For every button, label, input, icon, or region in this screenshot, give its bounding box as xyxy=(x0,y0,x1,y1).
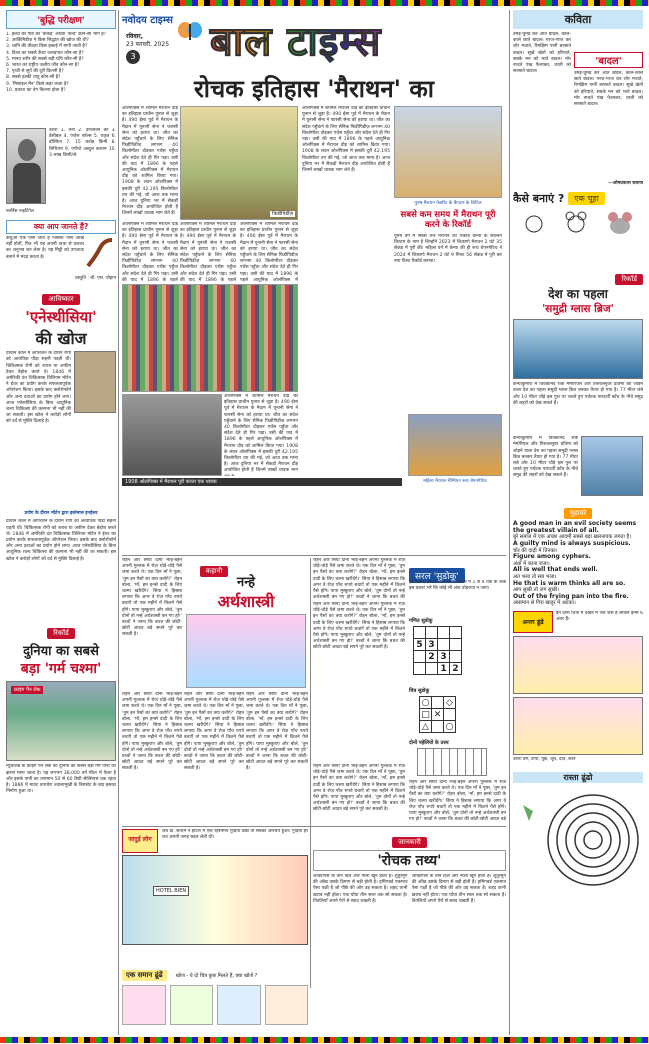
record-title2-left: बड़ा 'गर्म चश्मा' xyxy=(20,661,102,678)
number-sudoku[interactable] xyxy=(413,626,462,675)
poem-title: 'बादल' xyxy=(574,52,643,68)
mouse-step-icon xyxy=(522,210,546,234)
comic-label: जादुई लोग xyxy=(122,829,158,853)
maze-icon[interactable] xyxy=(513,785,643,895)
shape-cell[interactable]: □ xyxy=(421,709,430,720)
marathon-text-1b: ओलंपिक्स में शामिल मैराथन दौड़ का इतिहास प्राचीन यूनान से जुड़ा है। 490 ईसा पूर्व में मैराथन के मैदान में यूनानी सेना ने फारसी सेना को हराया था। जीत का संदेश पहुँचाने के लिए सैनिक फिडीपिडीज़ लगभग 40 किलोमीटर दौड़कर एथेंस पहुँचा और संदेश देते ही गिर पड़ा। उसी की याद में 1896 के पहले xyxy=(122,222,178,282)
facts-section xyxy=(313,829,506,1034)
invent-text: प्राचीन काल में ऑपरेशन के दौरान रोगी को अत्यधिक पीड़ा सहनी पड़ती थी। चिकित्सक रोगी को शराब या अफीम देकर बेहोश करते थे। 1846 में अमेरिकी दंत चिकित्सक विलियम मॉर्टन ने ईथर का प्रयोग करके सफलतापूर्वक ऑपरेशन किया। इसके बाद क्लोरोफॉर्म और अन्य दवाओं का प्रयोग होने लगा। आज एनेस्थीसिया के बिना आधुनिक शल्य चिकित्सा की कल्पना भी नहीं की जा सकती। इस खोज ने करोड़ों लोगों को दर्द से मुक्ति दिलाई है। xyxy=(6,351,71,425)
spot-same-subtitle: खोज - ये दो चित्र कुछ मिलते हैं, क्या खोजें ? xyxy=(175,973,258,979)
know-text: केंचुआ एक ऐसा जीव है जिसके पास आँखें नहीं होतीं, फिर भी यह अपनी त्वचा से प्रकाश का अनुभव कर लेता है। यह मिट्टी को उपजाऊ बनाने में मदद करता है। xyxy=(6,236,84,260)
maze-label: रास्ता ढूंढो xyxy=(513,772,643,783)
masthead-title: बाल टाइम्स xyxy=(210,12,381,67)
story-text-6: रोहन और सिया दोनों भाई-बहन अपनी गुल्लक में रोज़ थोड़े-थोड़े पैसे जमा करते थे। एक दिन माँ ने पूछा, 'तुम इन पैसों का क्या करोगे?' रोहन बोला, 'माँ, हम इनसे दादी के लिए चश्मा खरीदेंगे।' सिया ने हिसाब लगाया कि अगर वे रोज़ पाँच रुपये बचाएँ तो एक महीने में कितने पैसे होंगे। पापा मुस्कुराए और बोले, 'तुम दोनों तो नन्हे अर्थशास्त्री बन गए हो!' बच्चों ने जाना कि बचत की छोटी-छोटी आदत बड़े सपने पूरे कर सकती है। xyxy=(313,602,405,651)
female-runner-caption: महिला मैराथन चैम्पियन रूथ चेपनगेटिच xyxy=(423,479,487,484)
sudoku-cell[interactable] xyxy=(426,627,438,639)
pheidippides-photo xyxy=(180,106,298,220)
marathon-text-2: ओलंपिक्स में शामिल मैराथन दौड़ का इतिहास प्राचीन यूनान से जुड़ा है। 490 ईसा पूर्व में मैराथन के मैदान में यूनानी सेना ने फारसी सेना को हराया था। जीत का संदेश पहुँचाने के लिए सैनिक फिडीपिडीज़ लगभग 40 किलोमीटर दौड़कर एथेंस पहुँचा और संदेश देते ही गिर पड़ा। उसी की याद में 1896 के पहले xyxy=(180,222,236,282)
sudoku-cell[interactable] xyxy=(414,627,426,639)
invent-subtitle: की खोज xyxy=(35,329,87,349)
shape-cell[interactable] xyxy=(444,709,456,721)
mosquito-icon xyxy=(523,805,533,821)
mouse-drawing-steps xyxy=(513,210,643,260)
quiz-title: 'बुद्धि परीक्षण' xyxy=(6,10,116,29)
female-runner-photo xyxy=(408,414,502,476)
bridge-photo-2 xyxy=(581,436,643,496)
shape-cell[interactable]: △ xyxy=(420,721,432,733)
marathon-text-1: ओलंपिक्स में शामिल मैराथन दौड़ का इतिहास प्राचीन यूनान से जुड़ा है। 490 ईसा पूर्व में मैराथन के मैदान में यूनानी सेना ने फारसी सेना को हराया था। जीत का संदेश पहुँचाने के लिए सैनिक फिडीपिडीज़ लगभग 40 किलोमीटर दौड़कर एथेंस पहुँचा और संदेश देते ही गिर पड़ा। उसी की याद में 1896 के पहले आधुनिक ओलंपिक्स में मैराथन दौड़ को शामिल किया गया। 1908 के लंदन ओलंपिक्स में इसकी दूरी 42.195 किलोमीटर तय की गई, जो आज तक मान्य है। आज दुनिया भर में सैकड़ों मैराथन दौड़ आयोजित होती हैं जिनमें लाखों धावक भाग लेते हैं। xyxy=(122,106,178,217)
marathon-text-5: ओलंपिक्स में शामिल मैराथन दौड़ का इतिहास प्राचीन यूनान से जुड़ा है। 490 ईसा पूर्व में मैराथन के मैदान में यूनानी सेना ने फारसी सेना को हराया था। जीत का संदेश पहुँचाने के लिए सैनिक फिडीपिडीज़ लगभग 40 किलोमीटर दौड़कर एथेंस पहुँचा और संदेश देते ही गिर पड़ा। उसी की याद में 1896 के पहले आधुनिक ओलंपिक्स में मैराथन दौड़ को शामिल किया गया। 1908 के लंदन ओलंपिक्स में इसकी दूरी 42.195 किलोमीटर तय की गई, जो आज तक मान्य है। आज दुनिया भर में सैकड़ों मैराथन दौड़ आयोजित होती हैं जिनमें लाखों धावक भाग लेते हैं। xyxy=(302,106,390,174)
record-text-left: न्यूजीलैंड के फ्राइंग पैन लेक को दुनिया का सबसे बड़ा गर्म पानी का झरना माना जाता है। यह लगभग 38,000 वर्ग मीटर में फैला है और इसके पानी का तापमान 50 से 60 डिग्री सेल्सियस तक रहता है। 1886 में माउंट तारावेरा ज्वालामुखी के विस्फोट के बाद इसका निर्माण हुआ था। xyxy=(6,764,116,795)
marathon-text-3: ओलंपिक्स में शामिल मैराथन दौड़ का इतिहास प्राचीन यूनान से जुड़ा है। 490 ईसा पूर्व में मैराथन के मैदान में यूनानी सेना ने फारसी सेना को हराया था। जीत का संदेश पहुँचाने के लिए सैनिक फिडीपिडीज़ लगभग 40 किलोमीटर दौड़कर एथेंस पहुँचा और संदेश देते ही गिर पड़ा। उसी की याद में 1896 के पहले आधुनिक ओलंपिक्स में xyxy=(240,222,298,282)
quiz-answers: उत्तरः 1. तना 2. उत्प्लावन का 3. डेसीबल 4. एंजेल फॉल्स 5. यकृत 6. डॉल्फिन 7. 15 करोड़ किमी 8. लिथियम 9. एपीजे अब्दुल कलाम 10. 3 लाख किमी/से. xyxy=(49,128,116,158)
butterfly-icon xyxy=(177,20,203,44)
story-text-2: रोहन और सिया दोनों भाई-बहन अपनी गुल्लक में रोज़ थोड़े-थोड़े पैसे जमा करते थे। एक दिन माँ ने पूछा, 'तुम इन पैसों का क्या करोगे?' रोहन बोला, 'माँ, हम इनसे दादी के लिए चश्मा खरीदेंगे।' सिया ने हिसाब लगाया कि अगर वे रोज़ पाँच रुपये बचाएँ तो एक महीने में कितने पैसे होंगे। पापा मुस्कुराए और बोले, 'तुम दोनों तो नन्हे अर्थशास्त्री बन गए हो!' बच्चों ने जाना कि बचत की छोटी-छोटी आदत बड़े सपने पूरे कर सकती है। xyxy=(122,692,182,772)
shape-cell[interactable]: ○ xyxy=(444,721,456,733)
glass-bridge-photo xyxy=(513,319,643,379)
inhaler-photo xyxy=(74,351,116,413)
1908-caption: 1908 ओलंपिक्स में मैराथन पूरी करता एक धावक xyxy=(122,478,402,486)
story-text-8: रोहन और सिया दोनों भाई-बहन अपनी गुल्लक में रोज़ थोड़े-थोड़े पैसे जमा करते थे। एक दिन माँ ने पूछा, 'तुम इन पैसों का क्या करोगे?' रोहन बोला, 'माँ, हम इनसे दादी के लिए चश्मा खरीदेंगे।' सिया ने हिसाब लगाया कि अगर वे रोज़ पाँच रुपये बचाएँ तो एक महीने में कितने पैसे होंगे। पापा मुस्कुराए और बोले, 'तुम दोनों तो नन्हे अर्थशास्त्री बन गए हो!' बच्चों ने जाना कि बचत की छोटी-छोटी आदत बड़े xyxy=(409,780,506,822)
sudoku-cell[interactable] xyxy=(426,663,438,675)
shape-cell[interactable] xyxy=(432,697,444,709)
sudoku-instructions: हर पंक्ति, कॉलम और 2x2 बॉक्स में 1 से 4 तक के अंक इस प्रकार भरें कि कोई भी अंक दोहराया न जाए। xyxy=(409,580,506,592)
sudoku-cell[interactable]: 2 xyxy=(450,663,462,675)
sudoku-label: गणित सुडोकू xyxy=(409,618,433,624)
story-text-5: रोहन और सिया दोनों भाई-बहन अपनी गुल्लक में रोज़ थोड़े-थोड़े पैसे जमा करते थे। एक दिन माँ ने पूछा, 'तुम इन पैसों का क्या करोगे?' रोहन बोला, 'माँ, हम इनसे दादी के लिए चश्मा खरीदेंगे।' सिया ने हिसाब लगाया कि अगर वे रोज़ पाँच रुपये बचाएँ तो एक महीने में कितने पैसे होंगे। पापा मुस्कुराए और बोले, 'तुम दोनों तो नन्हे अर्थशास्त्री बन गए हो!' बच्चों ने जाना कि बचत की xyxy=(313,558,405,600)
shape-sudoku-label: चित्र सुडोकू xyxy=(409,688,430,694)
story-illustration xyxy=(186,614,306,688)
story-pill: कहानी xyxy=(200,566,229,577)
marathon-crowd-photo xyxy=(122,284,298,392)
lake-caption: फ्राइंग पैन लेक xyxy=(11,686,43,694)
shape-cell[interactable] xyxy=(432,721,444,733)
sudoku-cell[interactable] xyxy=(450,651,462,663)
sudoku-cell[interactable]: 1 xyxy=(438,663,450,675)
facts-text-1: ऑक्टोपस के तीन दिल और नीला खून होता है। शुतुरमुर्ग की आँख उसके दिमाग से बड़ी होती है। हमिंगबर्ड एकमात्र ऐसा पक्षी है जो पीछे की ओर उड़ सकता है। शहद कभी खराब नहीं होता। एक घोंघा तीन साल तक सो सकता है। तितलियाँ अपने पैरों से स्वाद चखती हैं। xyxy=(313,874,408,904)
spot-diff-text: इन दोनों चित्रों में देखने में एक जैसे हैं लेकिन इनमें 6 अंतर हैं। xyxy=(556,610,643,623)
male-runner-caption: पुरुष मैराथन फेवरिट के कैपटन के लिटिल xyxy=(414,201,482,206)
poem-text-2: उमड़-घुमड़ कर आते बादल, काले-काले छाते बादल। गरज-गरज कर शोर मचाते, रिमझिम पानी बरसाते बादल। सूखे खेतों को हरियाते, सबके मन को भाते बादल। मोर नाचते पंख फैलाकर, धरती को सरसाते बादल। xyxy=(574,71,643,108)
spot-same-section xyxy=(122,962,308,1032)
sudoku-cell[interactable] xyxy=(450,627,462,639)
poem-credit: —ओमप्रकाश बजाज xyxy=(608,181,643,186)
story-text-3: रोहन और सिया दोनों भाई-बहन अपनी गुल्लक में रोज़ थोड़े-थोड़े पैसे जमा करते थे। एक दिन माँ ने पूछा, 'तुम इन पैसों का क्या करोगे?' रोहन बोला, 'माँ, हम इनसे दादी के लिए चश्मा खरीदेंगे।' सिया ने हिसाब लगाया कि अगर वे रोज़ पाँच रुपये बचाएँ तो एक महीने में कितने पैसे होंगे। पापा मुस्कुराए और बोले, 'तुम दोनों तो नन्हे अर्थशास्त्री बन गए हो!' बच्चों ने जाना कि बचत की छोटी-छोटी आदत बड़े सपने पूरे कर सकती है। xyxy=(184,692,244,772)
bottom-color-strip xyxy=(0,1037,649,1043)
sudoku-cell[interactable] xyxy=(414,663,426,675)
nightingale-photo xyxy=(6,128,46,204)
bridge-title: देश का पहला xyxy=(548,287,608,302)
idioms-list: A good man in an evil society seems the greatest villain of all. बुरे समाज में एक अच्छा आदमी सबसे बड़ा खलनायक लगता है। A guilty mind is always suspicious. चोर की दाढ़ी में तिनका। Figure among cyphers. अंधों में काना राजा। All is well that ends well. अंत भला तो सब भला। He that is warm thinks all are so. आप सुखी तो जग सुखी। Out of the frying pan into the fire. आसमान से गिरा खजूर में अटका। xyxy=(513,520,637,607)
mouse-icon xyxy=(606,210,634,238)
facts-text-2: ऑक्टोपस के तीन दिल और नीला खून होता है। शुतुरमुर्ग की आँख उसके दिमाग से बड़ी होती है। हमिंगबर्ड एकमात्र ऐसा पक्षी है जो पीछे की ओर उड़ सकता है। शहद कभी खराब नहीं होता। एक घोंघा तीन साल तक सो सकता है। तितलियाँ अपने पैरों से स्वाद चखती हैं। xyxy=(411,874,506,904)
sudoku-cell[interactable]: 3 xyxy=(426,639,438,651)
page-number: 3 xyxy=(126,50,140,64)
story-text-1: रोहन और सिया दोनों भाई-बहन अपनी गुल्लक में रोज़ थोड़े-थोड़े पैसे जमा करते थे। एक दिन माँ ने पूछा, 'तुम इन पैसों का क्या करोगे?' रोहन बोला, 'माँ, हम इनसे दादी के लिए चश्मा खरीदेंगे।' सिया ने हिसाब लगाया कि अगर वे रोज़ पाँच रुपये बचाएँ तो एक महीने में कितने पैसे होंगे। पापा मुस्कुराए और बोले, 'तुम दोनों तो नन्हे अर्थशास्त्री बन गए हो!' बच्चों ने जाना कि बचत की छोटी-छोटी आदत बड़े सपने पूरे कर सकती है। xyxy=(122,558,182,638)
record-pill-left: रिकॉर्ड xyxy=(47,628,75,639)
invent-pill: आविष्कार xyxy=(42,294,79,305)
sudoku-cell[interactable] xyxy=(414,651,426,663)
centipede-icon xyxy=(84,236,116,272)
spot-diff-label: अन्तर ढूंढें xyxy=(513,611,553,633)
facts-pill: जानकारी xyxy=(392,837,427,848)
invent-caption: प्रयोग के दौरान मॉर्टन द्वारा इस्तेमाल इनहेलर xyxy=(24,511,98,517)
shape-cell[interactable]: ◇ xyxy=(444,697,456,709)
frying-pan-lake-photo xyxy=(6,681,116,761)
invent-text-more: प्राचीन काल में ऑपरेशन के दौरान रोगी को अत्यधिक पीड़ा सहनी पड़ती थी। चिकित्सक रोगी को शराब या अफीम देकर बेहोश करते थे। 1846 में अमेरिकी दंत चिकित्सक विलियम मॉर्टन ने ईथर का प्रयोग करके सफलतापूर्वक ऑपरेशन किया। इसके बाद क्लोरोफॉर्म और अन्य दवाओं का प्रयोग होने लगा। आज एनेस्थीसिया के बिना आधुनिक शल्य चिकित्सा की कल्पना भी नहीं की जा सकती। इस खोज ने करोड़ों लोगों को दर्द से मुक्ति दिलाई है। xyxy=(6,519,116,562)
male-runner-photo xyxy=(394,106,502,198)
left-column xyxy=(6,10,116,1035)
story-title2: अर्थशास्त्री xyxy=(217,592,275,611)
sudoku-cell[interactable]: 2 xyxy=(426,651,438,663)
sudoku-cell[interactable]: 5 xyxy=(414,639,426,651)
sudoku-cell[interactable] xyxy=(438,627,450,639)
know-title: क्या आप जानते हैं? xyxy=(6,220,116,234)
1908-olympics-photo xyxy=(122,394,222,476)
spot-same-images xyxy=(122,985,308,1025)
spot-same-title: एक समान ढूंढें xyxy=(122,970,167,981)
poem-text-1: उमड़-घुमड़ कर आते बादल, काले-काले छाते बादल। गरज-गरज कर शोर मचाते, रिमझिम पानी बरसाते बादल। सूखे खेतों को हरियाते, सबके मन को भाते बादल। मोर नाचते पंख फैलाकर, धरती को सरसाते बादल। xyxy=(513,32,571,75)
record-title-left: दुनिया का सबसे xyxy=(23,644,99,660)
bridge-text: कन्याकुमारी में विवेकानंद रॉक मेमोरियल और तिरुवल्लुवर प्रतिमा को जोड़ने वाला देश का पहला समुद्री ग्लास ब्रिज बनकर तैयार हो गया है। 77 मीटर लंबे और 10 मीटर चौड़े इस पुल पर चलते हुए पर्यटक पारदर्शी काँच के नीचे समुद्र की लहरों को देख सकते हैं। xyxy=(513,382,643,406)
bridge-text-2: कन्याकुमारी में विवेकानंद रॉक मेमोरियल और तिरुवल्लुवर प्रतिमा को जोड़ने वाला देश का पहला समुद्री ग्लास ब्रिज बनकर तैयार हो गया है। 77 मीटर लंबे और 10 मीटर चौड़े इस पुल पर चलते हुए पर्यटक पारदर्शी काँच के नीचे समुद्र की लहरों को देख सकते हैं। xyxy=(513,436,578,479)
sudoku-cell[interactable] xyxy=(438,639,450,651)
day-label: रविवार, xyxy=(126,33,143,40)
masthead xyxy=(122,12,506,68)
marathon-text-4: ओलंपिक्स में शामिल मैराथन दौड़ का इतिहास प्राचीन यूनान से जुड़ा है। 490 ईसा पूर्व में मैराथन के मैदान में यूनानी सेना ने फारसी सेना को हराया था। जीत का संदेश पहुँचाने के लिए सैनिक फिडीपिडीज़ लगभग 40 किलोमीटर दौड़कर एथेंस पहुँचा और संदेश देते ही गिर पड़ा। उसी की याद में 1896 के पहले आधुनिक ओलंपिक्स में मैराथन दौड़ को शामिल किया गया। 1908 के लंदन ओलंपिक्स में इसकी दूरी 42.195 किलोमीटर तय की गई, जो आज तक मान्य है। आज दुनिया भर में सैकड़ों मैराथन दौड़ आयोजित होती हैं जिनमें लाखों धावक भाग xyxy=(224,394,298,474)
poem-section-title: कविता xyxy=(513,10,643,29)
sudoku-cell[interactable] xyxy=(450,639,462,651)
brand-small: नवोदय टाइम्स xyxy=(122,15,173,26)
spot-diff-image-2 xyxy=(513,697,643,755)
pheidippides-caption: फिडीपिडीज़ xyxy=(272,211,293,217)
draw-pill: एक चूहा xyxy=(568,192,605,205)
know-credit: प्रस्तुति : बी. एस. चौहान xyxy=(75,276,116,281)
record-pill-right: रिकॉर्ड xyxy=(615,274,643,285)
invent-title: 'एनेस्थीसिया' xyxy=(25,308,97,327)
shape-cell[interactable]: ✕ xyxy=(432,709,444,721)
hotel-sign: HOTEL BIEN xyxy=(153,886,189,896)
spot-diff-image-1 xyxy=(513,636,643,694)
mouse-step-icon xyxy=(564,210,588,234)
answer-grid xyxy=(417,748,487,776)
sudoku-cell[interactable]: 3 xyxy=(438,651,450,663)
answers-label: दोनों पहेलियों के उत्तर xyxy=(409,740,449,746)
records-text: पुरुष वर्ग में सबसे तेज मैराथन का रिकॉर्ड केन्या के केल्विन किप्टम के नाम है जिन्होंने 2023 में शिकागो मैराथन 2 घंटे 35 सेकंड में पूरी की। महिला वर्ग में केन्या की ही रूथ चेपनगेटिच ने 2024 में शिकागो मैराथन 2 घंटे 9 मिनट 56 सेकंड में पूरी कर नया विश्व रिकॉर्ड बनाया। xyxy=(394,234,502,264)
date-label: 23 फरवरी, 2025 xyxy=(126,41,170,48)
shape-sudoku[interactable] xyxy=(419,696,456,733)
story-text-4: रोहन और सिया दोनों भाई-बहन अपनी गुल्लक में रोज़ थोड़े-थोड़े पैसे जमा करते थे। एक दिन माँ ने पूछा, 'तुम इन पैसों का क्या करोगे?' रोहन बोला, 'माँ, हम इनसे दादी के लिए चश्मा खरीदेंगे।' सिया ने हिसाब लगाया कि अगर वे रोज़ पाँच रुपये बचाएँ तो एक महीने में कितने पैसे होंगे। पापा मुस्कुराए और बोले, 'तुम दोनों तो नन्हे अर्थशास्त्री बन गए हो!' बच्चों ने जाना कि बचत की छोटी-छोटी आदत बड़े सपने पूरे कर सकती है। xyxy=(246,692,308,772)
shape-cell[interactable]: ○ xyxy=(420,697,432,709)
story-text-7: रोहन और सिया दोनों भाई-बहन अपनी गुल्लक में रोज़ थोड़े-थोड़े पैसे जमा करते थे। एक दिन माँ ने पूछा, 'तुम इन पैसों का क्या करोगे?' रोहन बोला, 'माँ, हम इनसे दादी के लिए चश्मा खरीदेंगे।' सिया ने हिसाब लगाया कि अगर वे रोज़ पाँच रुपये बचाएँ तो एक महीने में कितने पैसे होंगे। पापा मुस्कुराए और बोले, 'तुम दोनों तो नन्हे अर्थशास्त्री बन गए हो!' बच्चों ने जाना कि बचत की छोटी-छोटी आदत बड़े सपने पूरे कर सकती है। xyxy=(313,764,405,813)
sudoku-pill: सरल 'सुडोकू' xyxy=(409,568,465,583)
story-title: नन्हे xyxy=(236,575,255,590)
nightingale-caption: फ्लोरेंस नाइटिंगेल xyxy=(6,209,34,214)
right-column xyxy=(513,10,643,1035)
draw-title: कैसे बनाएं ? xyxy=(513,192,565,206)
idiom-pill: मुहावरे xyxy=(564,508,592,519)
comic-text: जब डॉ. सत्यम ने होटल में एक रहस्यमय गुड़िया देखी तो सबको आश्चर्य हुआ। गुड़िया हर रात अपनी जगह बदल लेती थी। xyxy=(162,829,308,841)
spot-diff-answer: उत्तरः बैग, टोपी, पूँछ, जूते, दाँत, कान xyxy=(513,756,576,762)
quiz-questions: 1. हल्दी की गांठ का 'कंकड़' अथवा 'कन्द' कौन-सा भाग है? 2. आर्किमिडीज ने किस सिद्धांत की खोज की थी? 3. ध्वनि की तीव्रता किस इकाई में मापी जाती है? 4. विश्व का सबसे ऊँचा जलप्रपात कौन-सा है? 5. मानव शरीर की सबसे बड़ी ग्रंथि कौन-सी है? 6. भारत का राष्ट्रीय जलीय जीव कौन-सा है? 7. पृथ्वी से सूर्य की दूरी कितनी है? 8. सबसे हल्की धातु कौन-सी है? 9. 'मिसाइल मैन' किसे कहा जाता है? 10. प्रकाश का वेग कितना होता है? xyxy=(6,32,107,93)
marathon-story xyxy=(122,72,506,552)
marathon-headline: रोचक इतिहास 'मैराथन' का xyxy=(193,75,435,103)
bridge-title2: 'समुद्री ग्लास ब्रिज' xyxy=(542,303,614,316)
comic-panel xyxy=(122,855,308,945)
facts-title: 'रोचक तथ्य' xyxy=(313,850,506,871)
records-subhead: सबसे कम समय में मैराथन पूरी करने के रिकॉर्ड xyxy=(400,210,496,230)
comic-section xyxy=(122,829,308,957)
top-color-strip xyxy=(0,0,649,6)
